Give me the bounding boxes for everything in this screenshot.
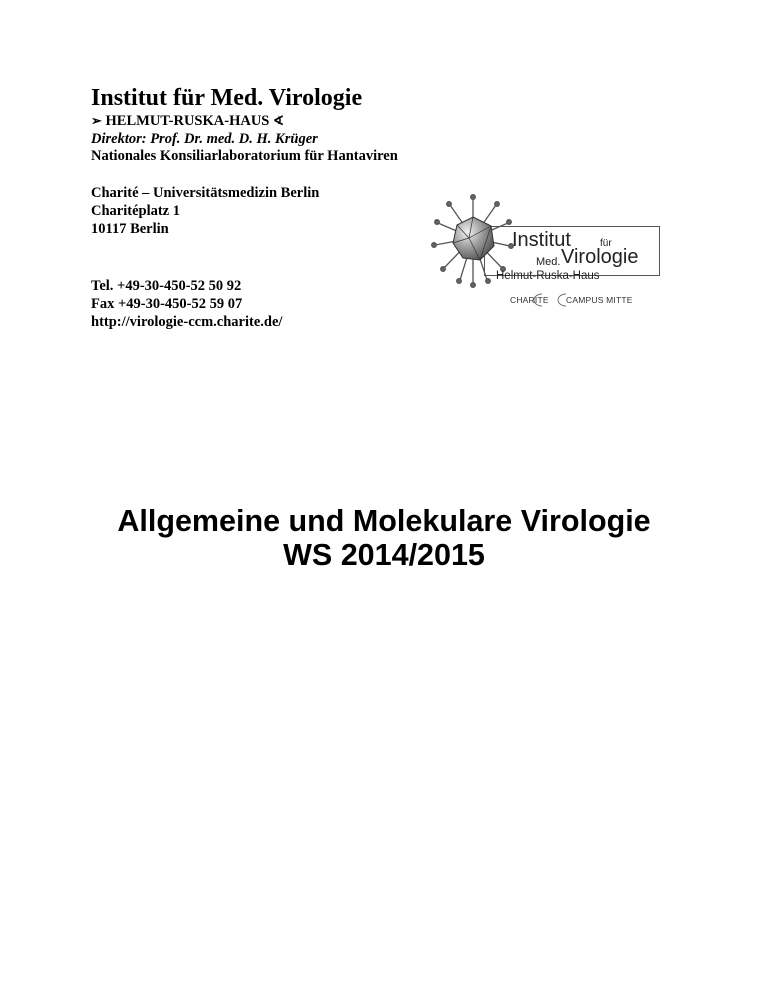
angle-icon: ∢ xyxy=(272,113,284,128)
director-line: Direktor: Prof. Dr. med. D. H. Krüger xyxy=(91,131,318,147)
website-url: http://virologie-ccm.charite.de/ xyxy=(91,314,283,330)
fax: Fax +49-30-450-52 59 07 xyxy=(91,296,243,312)
address-line-1: Charité – Universitätsmedizin Berlin xyxy=(91,185,320,201)
logo-campus-text: CAMPUS MITTE xyxy=(566,295,633,305)
address-line-2: Charitéplatz 1 xyxy=(91,203,180,219)
konsiliar-line: Nationales Konsiliarlaboratorium für Hantaviren xyxy=(91,148,398,164)
institute-logo xyxy=(430,188,665,308)
haus-line xyxy=(91,112,284,130)
telephone: Tel. +49-30-450-52 50 92 xyxy=(91,278,242,294)
logo-fur-text: für xyxy=(600,238,612,249)
logo-helmut-text: Helmut-Ruska-Haus xyxy=(496,270,600,282)
course-term: WS 2014/2015 xyxy=(283,538,485,572)
logo-virologie-text: Virologie xyxy=(561,246,639,268)
logo-charite-text: CHARITE xyxy=(510,295,549,305)
course-title: Allgemeine und Molekulare Virologie xyxy=(117,504,651,538)
haus-name: HELMUT-RUSKA-HAUS xyxy=(105,113,270,129)
institute-title: Institut für Med. Virologie xyxy=(91,85,363,111)
address-line-3: 10117 Berlin xyxy=(91,221,169,237)
arrow-right-icon: ➢ xyxy=(91,113,102,128)
logo-institut-text: Institut xyxy=(512,229,571,251)
logo-med-text: Med. xyxy=(536,256,561,268)
